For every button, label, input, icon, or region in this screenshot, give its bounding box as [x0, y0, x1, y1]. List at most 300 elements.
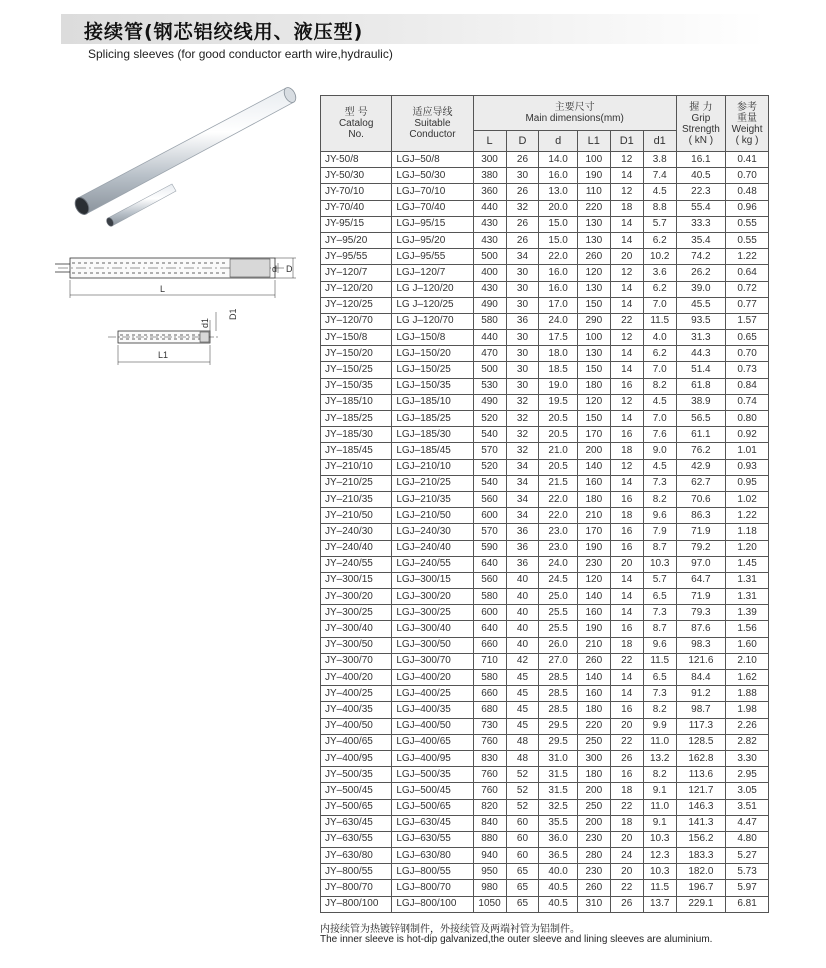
cell-weight: 1.45: [726, 556, 769, 572]
cell-model: JY–185/30: [321, 427, 392, 443]
cell-L: 580: [473, 670, 506, 686]
cell-d1: 11.5: [643, 880, 676, 896]
cell-d: 17.5: [539, 330, 577, 346]
cell-model: JY–630/80: [321, 848, 392, 864]
cell-weight: 0.80: [726, 411, 769, 427]
table-row: [321, 330, 769, 346]
cell-model: JY–630/55: [321, 831, 392, 847]
cell-model: JY–800/55: [321, 864, 392, 880]
cell-D: 40: [506, 637, 539, 653]
cell-d1: 8.8: [643, 200, 676, 216]
cell-model: JY–400/50: [321, 718, 392, 734]
cell-L1: 250: [577, 799, 610, 815]
spec-table: [320, 95, 769, 913]
cell-D: 45: [506, 702, 539, 718]
cell-weight: 1.22: [726, 249, 769, 265]
cell-D: 30: [506, 281, 539, 297]
cell-conductor: LGJ–300/15: [392, 572, 473, 588]
cell-d: 40.0: [539, 864, 577, 880]
cell-weight: 1.31: [726, 572, 769, 588]
cell-conductor: LGJ–210/25: [392, 475, 473, 491]
cell-d1: 4.5: [643, 394, 676, 410]
cell-D: 34: [506, 491, 539, 507]
cell-D1: 16: [610, 767, 643, 783]
cell-d1: 4.5: [643, 184, 676, 200]
cell-model: JY-95/15: [321, 216, 392, 232]
cell-L1: 180: [577, 767, 610, 783]
cell-L1: 300: [577, 750, 610, 766]
cell-D1: 14: [610, 605, 643, 621]
cell-D1: 12: [610, 265, 643, 281]
cell-D: 26: [506, 152, 539, 168]
cell-strength: 76.2: [676, 443, 725, 459]
table-row: [321, 427, 769, 443]
cell-weight: 2.10: [726, 653, 769, 669]
cell-D: 30: [506, 297, 539, 313]
cell-model: JY-70/10: [321, 184, 392, 200]
cell-L: 760: [473, 783, 506, 799]
cell-d1: 4.0: [643, 330, 676, 346]
cell-conductor: LGJ–300/40: [392, 621, 473, 637]
cell-strength: 97.0: [676, 556, 725, 572]
table-row: [321, 831, 769, 847]
cell-d: 23.0: [539, 540, 577, 556]
cell-strength: 121.6: [676, 653, 725, 669]
cell-weight: 1.18: [726, 524, 769, 540]
cell-strength: 26.2: [676, 265, 725, 281]
cell-d: 16.0: [539, 265, 577, 281]
table-row: [321, 249, 769, 265]
cell-d1: 11.5: [643, 653, 676, 669]
cell-d: 20.5: [539, 459, 577, 475]
cell-L1: 310: [577, 896, 610, 912]
cell-L1: 190: [577, 621, 610, 637]
cell-L: 830: [473, 750, 506, 766]
cell-L1: 120: [577, 572, 610, 588]
cell-d1: 6.5: [643, 589, 676, 605]
cell-D1: 22: [610, 799, 643, 815]
cell-L1: 100: [577, 330, 610, 346]
table-row: [321, 265, 769, 281]
cell-conductor: LGJ–240/55: [392, 556, 473, 572]
cell-model: JY–630/45: [321, 815, 392, 831]
header-d: d: [539, 131, 577, 152]
table-row: [321, 670, 769, 686]
cell-D: 65: [506, 864, 539, 880]
cell-L: 820: [473, 799, 506, 815]
cell-model: JY–120/7: [321, 265, 392, 281]
cell-model: JY–800/100: [321, 896, 392, 912]
cell-model: JY–95/20: [321, 232, 392, 248]
cell-strength: 40.5: [676, 168, 725, 184]
cell-L1: 180: [577, 491, 610, 507]
cell-L: 640: [473, 556, 506, 572]
cell-d: 23.0: [539, 524, 577, 540]
cell-strength: 98.7: [676, 702, 725, 718]
cell-D: 32: [506, 394, 539, 410]
cell-D1: 20: [610, 718, 643, 734]
cell-model: JY–210/35: [321, 491, 392, 507]
cell-d: 35.5: [539, 815, 577, 831]
cell-L1: 180: [577, 378, 610, 394]
cell-conductor: LGJ–150/25: [392, 362, 473, 378]
cell-conductor: LGJ–400/50: [392, 718, 473, 734]
cell-model: JY–95/55: [321, 249, 392, 265]
cell-d1: 6.2: [643, 346, 676, 362]
cell-L1: 260: [577, 653, 610, 669]
cell-strength: 113.6: [676, 767, 725, 783]
cell-d: 25.5: [539, 605, 577, 621]
table-header: [321, 96, 769, 152]
cell-d: 27.0: [539, 653, 577, 669]
cell-L: 580: [473, 313, 506, 329]
cell-L1: 100: [577, 152, 610, 168]
cell-strength: 84.4: [676, 670, 725, 686]
table-row: [321, 702, 769, 718]
cell-model: JY–185/45: [321, 443, 392, 459]
cell-L1: 140: [577, 459, 610, 475]
cell-strength: 146.3: [676, 799, 725, 815]
table-row: [321, 297, 769, 313]
cell-conductor: LGJ–50/8: [392, 152, 473, 168]
cell-conductor: LGJ–300/70: [392, 653, 473, 669]
cell-d: 31.5: [539, 783, 577, 799]
cell-d: 25.0: [539, 589, 577, 605]
cell-L: 570: [473, 524, 506, 540]
label-D: D: [286, 264, 293, 274]
cell-conductor: LGJ–300/25: [392, 605, 473, 621]
cell-strength: 91.2: [676, 686, 725, 702]
cell-d: 28.5: [539, 686, 577, 702]
table-row: [321, 783, 769, 799]
cell-d1: 8.2: [643, 378, 676, 394]
cell-d1: 9.6: [643, 508, 676, 524]
cell-L: 300: [473, 152, 506, 168]
cell-d: 16.0: [539, 281, 577, 297]
cell-D: 32: [506, 427, 539, 443]
cell-conductor: LGJ–185/30: [392, 427, 473, 443]
cell-model: JY–120/25: [321, 297, 392, 313]
table-row: [321, 848, 769, 864]
cell-D1: 24: [610, 848, 643, 864]
cell-conductor: LGJ–95/20: [392, 232, 473, 248]
cell-L1: 260: [577, 249, 610, 265]
cell-conductor: LGJ–240/30: [392, 524, 473, 540]
cell-model: JY–185/25: [321, 411, 392, 427]
cell-L1: 210: [577, 508, 610, 524]
cell-weight: 1.62: [726, 670, 769, 686]
cell-d: 21.0: [539, 443, 577, 459]
cell-weight: 0.96: [726, 200, 769, 216]
cell-d1: 11.0: [643, 734, 676, 750]
cell-L1: 150: [577, 297, 610, 313]
header-weight: 参考 重量 Weight ( kg ): [726, 96, 769, 152]
cell-D1: 14: [610, 346, 643, 362]
cell-weight: 5.27: [726, 848, 769, 864]
cell-d: 29.5: [539, 734, 577, 750]
cell-D: 36: [506, 540, 539, 556]
cell-L: 710: [473, 653, 506, 669]
cell-strength: 39.0: [676, 281, 725, 297]
cell-d1: 7.0: [643, 411, 676, 427]
cell-L1: 180: [577, 702, 610, 718]
cell-d1: 7.3: [643, 605, 676, 621]
table-row: [321, 896, 769, 912]
cell-weight: 0.48: [726, 184, 769, 200]
cell-d: 17.0: [539, 297, 577, 313]
cell-conductor: LGJ–150/35: [392, 378, 473, 394]
cell-D: 26: [506, 232, 539, 248]
cell-L1: 140: [577, 589, 610, 605]
cell-d: 19.0: [539, 378, 577, 394]
cell-conductor: LGJ–500/65: [392, 799, 473, 815]
table-body: [321, 152, 769, 913]
cell-D1: 16: [610, 702, 643, 718]
cell-d: 18.5: [539, 362, 577, 378]
cell-conductor: LGJ–210/10: [392, 459, 473, 475]
cell-model: JY–240/55: [321, 556, 392, 572]
cell-conductor: LGJ–50/30: [392, 168, 473, 184]
cell-strength: 156.2: [676, 831, 725, 847]
cell-L: 540: [473, 475, 506, 491]
cell-D1: 18: [610, 783, 643, 799]
cell-D1: 26: [610, 750, 643, 766]
cell-d1: 13.2: [643, 750, 676, 766]
table-row: [321, 734, 769, 750]
cell-L1: 200: [577, 443, 610, 459]
cell-D1: 16: [610, 524, 643, 540]
cell-d: 22.0: [539, 249, 577, 265]
table-row: [321, 880, 769, 896]
cell-conductor: LGJ–120/7: [392, 265, 473, 281]
cell-d1: 5.7: [643, 572, 676, 588]
cell-d: 15.0: [539, 216, 577, 232]
cell-D: 65: [506, 896, 539, 912]
table-row: [321, 524, 769, 540]
cell-D1: 22: [610, 734, 643, 750]
cell-d1: 5.7: [643, 216, 676, 232]
cell-D1: 14: [610, 216, 643, 232]
cell-D: 30: [506, 362, 539, 378]
cell-D1: 22: [610, 313, 643, 329]
table-row: [321, 362, 769, 378]
cell-L: 430: [473, 216, 506, 232]
table-row: [321, 653, 769, 669]
cell-L: 590: [473, 540, 506, 556]
cell-L: 500: [473, 249, 506, 265]
cell-strength: 16.1: [676, 152, 725, 168]
cell-conductor: LGJ–300/50: [392, 637, 473, 653]
cell-d1: 7.6: [643, 427, 676, 443]
cell-weight: 0.55: [726, 216, 769, 232]
cell-D1: 22: [610, 880, 643, 896]
cell-d: 19.5: [539, 394, 577, 410]
cell-D: 40: [506, 572, 539, 588]
cell-d: 24.0: [539, 556, 577, 572]
cell-strength: 162.8: [676, 750, 725, 766]
cell-D1: 14: [610, 572, 643, 588]
cell-model: JY–400/95: [321, 750, 392, 766]
cell-strength: 61.8: [676, 378, 725, 394]
cell-weight: 5.97: [726, 880, 769, 896]
table-row: [321, 200, 769, 216]
table-row: [321, 637, 769, 653]
table-row: [321, 864, 769, 880]
cell-L1: 230: [577, 556, 610, 572]
cell-D: 48: [506, 750, 539, 766]
cell-D: 26: [506, 184, 539, 200]
cell-model: JY–400/20: [321, 670, 392, 686]
cell-d1: 3.6: [643, 265, 676, 281]
cell-d1: 7.3: [643, 475, 676, 491]
cell-weight: 0.74: [726, 394, 769, 410]
cell-D1: 12: [610, 459, 643, 475]
cell-strength: 51.4: [676, 362, 725, 378]
table-row: [321, 556, 769, 572]
cell-strength: 79.3: [676, 605, 725, 621]
table-row: [321, 589, 769, 605]
cell-L: 660: [473, 686, 506, 702]
cell-L1: 130: [577, 216, 610, 232]
cell-d1: 9.6: [643, 637, 676, 653]
cell-conductor: LGJ–150/8: [392, 330, 473, 346]
cell-L: 400: [473, 265, 506, 281]
cell-weight: 0.84: [726, 378, 769, 394]
cell-strength: 117.3: [676, 718, 725, 734]
cell-model: JY–300/20: [321, 589, 392, 605]
header-conductor: 适应导线 Suitable Conductor: [392, 96, 473, 152]
cell-d: 28.5: [539, 670, 577, 686]
cell-model: JY–150/8: [321, 330, 392, 346]
cell-D1: 20: [610, 831, 643, 847]
cell-L: 880: [473, 831, 506, 847]
cell-D: 45: [506, 670, 539, 686]
cell-conductor: LGJ–185/10: [392, 394, 473, 410]
cell-D: 30: [506, 346, 539, 362]
cell-d: 40.5: [539, 880, 577, 896]
cell-L: 470: [473, 346, 506, 362]
note-chinese: 内接续管为热镀锌钢制件，外接续管及两端衬管为铝制件。: [320, 924, 580, 935]
cell-weight: 1.31: [726, 589, 769, 605]
cell-D1: 16: [610, 427, 643, 443]
cell-strength: 45.5: [676, 297, 725, 313]
cell-weight: 1.01: [726, 443, 769, 459]
cell-d: 15.0: [539, 232, 577, 248]
cell-model: JY–800/70: [321, 880, 392, 896]
cell-L: 980: [473, 880, 506, 896]
cell-L: 540: [473, 427, 506, 443]
cell-L1: 170: [577, 524, 610, 540]
cell-D1: 18: [610, 637, 643, 653]
cell-L1: 130: [577, 232, 610, 248]
cell-d: 20.0: [539, 200, 577, 216]
cell-D1: 18: [610, 508, 643, 524]
cell-conductor: LGJ–185/45: [392, 443, 473, 459]
cell-conductor: LGJ–95/15: [392, 216, 473, 232]
cell-d1: 6.2: [643, 232, 676, 248]
cell-weight: 2.95: [726, 767, 769, 783]
cell-d: 22.0: [539, 491, 577, 507]
cell-L1: 140: [577, 670, 610, 686]
cell-L1: 120: [577, 394, 610, 410]
cell-D: 52: [506, 799, 539, 815]
cell-L1: 220: [577, 718, 610, 734]
cell-L: 1050: [473, 896, 506, 912]
cell-weight: 0.65: [726, 330, 769, 346]
cell-strength: 128.5: [676, 734, 725, 750]
cell-D1: 16: [610, 540, 643, 556]
cell-D1: 14: [610, 297, 643, 313]
table-row: [321, 346, 769, 362]
cell-weight: 0.55: [726, 232, 769, 248]
cell-D1: 20: [610, 864, 643, 880]
cell-D: 34: [506, 475, 539, 491]
cell-L: 640: [473, 621, 506, 637]
cell-D: 45: [506, 718, 539, 734]
cell-conductor: LGJ–500/35: [392, 767, 473, 783]
cell-L: 440: [473, 330, 506, 346]
cell-D: 32: [506, 443, 539, 459]
table-row: [321, 508, 769, 524]
cell-weight: 1.22: [726, 508, 769, 524]
cell-conductor: LGJ–800/70: [392, 880, 473, 896]
cell-weight: 2.26: [726, 718, 769, 734]
cell-conductor: LGJ–240/40: [392, 540, 473, 556]
cell-L: 730: [473, 718, 506, 734]
cell-D: 40: [506, 621, 539, 637]
table-row: [321, 750, 769, 766]
table-row: [321, 216, 769, 232]
cell-strength: 71.9: [676, 524, 725, 540]
cell-D: 32: [506, 411, 539, 427]
cell-weight: 0.92: [726, 427, 769, 443]
cell-L1: 160: [577, 475, 610, 491]
cell-d: 40.5: [539, 896, 577, 912]
cell-L1: 190: [577, 168, 610, 184]
sleeve-photo: [72, 86, 298, 228]
cell-D1: 16: [610, 491, 643, 507]
cell-conductor: LG J–120/25: [392, 297, 473, 313]
cell-model: JY–500/45: [321, 783, 392, 799]
cell-d: 36.5: [539, 848, 577, 864]
cell-L1: 230: [577, 831, 610, 847]
cell-model: JY–300/70: [321, 653, 392, 669]
cell-strength: 70.6: [676, 491, 725, 507]
table-row: [321, 411, 769, 427]
cell-conductor: LGJ–630/55: [392, 831, 473, 847]
cell-D: 45: [506, 686, 539, 702]
header-dimensions: 主要尺寸 Main dimensions(mm): [473, 96, 676, 131]
cell-D1: 14: [610, 589, 643, 605]
header-L1: L1: [577, 131, 610, 152]
label-L1: L1: [158, 350, 169, 360]
cell-L1: 230: [577, 864, 610, 880]
main-sleeve-drawing: [55, 258, 296, 298]
cell-L1: 120: [577, 265, 610, 281]
cell-weight: 1.56: [726, 621, 769, 637]
cell-strength: 86.3: [676, 508, 725, 524]
cell-D: 34: [506, 508, 539, 524]
label-d: d: [272, 264, 278, 274]
cell-D1: 14: [610, 475, 643, 491]
cell-d1: 7.3: [643, 686, 676, 702]
cell-d: 13.0: [539, 184, 577, 200]
cell-d1: 8.7: [643, 540, 676, 556]
cell-d: 16.0: [539, 168, 577, 184]
table-row: [321, 394, 769, 410]
cell-L1: 130: [577, 281, 610, 297]
label-L: L: [160, 284, 166, 294]
